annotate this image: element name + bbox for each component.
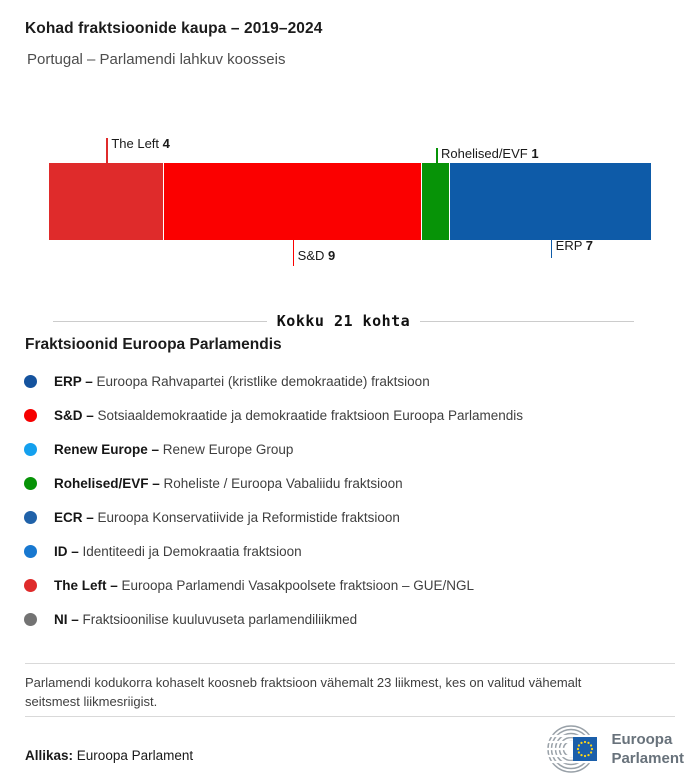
callout-label bbox=[441, 146, 539, 161]
legend-row bbox=[24, 398, 674, 432]
total-row bbox=[53, 310, 634, 332]
legend-abbr: ERP – bbox=[54, 373, 93, 389]
legend-list bbox=[24, 364, 674, 636]
seat-chart bbox=[0, 135, 700, 280]
callout-tick bbox=[293, 240, 295, 266]
legend-desc: Sotsiaaldemokraatide ja demokraatide fraktsioon Euroopa Parlamendis bbox=[97, 407, 524, 423]
callout-category: Rohelised/EVF bbox=[441, 146, 532, 161]
ep-hemicycle-icon bbox=[543, 724, 605, 774]
footnote-divider-top bbox=[25, 663, 675, 664]
callout-label bbox=[298, 248, 336, 263]
bar-segment-s-d bbox=[164, 163, 422, 240]
callout-value: 1 bbox=[531, 146, 539, 161]
legend-text bbox=[54, 544, 302, 559]
legend-heading: Fraktsioonid Euroopa Parlamendis bbox=[25, 336, 282, 353]
ep-logo bbox=[543, 724, 684, 774]
bar-segment-rohelised-evf bbox=[422, 163, 451, 240]
legend-desc: Euroopa Parlamendi Vasakpoolsete fraktsioon – GUE/NGL bbox=[121, 577, 474, 593]
legend-dot-icon bbox=[24, 613, 37, 626]
legend-row bbox=[24, 432, 674, 466]
footnote-text: Parlamendi kodukorra kohaselt koosneb fraktsioon vähemalt 23 liikmest, kes on valitud vähemalt seitsmest liikmesriigist. bbox=[25, 675, 582, 709]
legend-row bbox=[24, 466, 674, 500]
callout-tick bbox=[551, 240, 553, 258]
callout-category: S&D bbox=[297, 248, 328, 263]
legend-dot-icon bbox=[24, 511, 37, 524]
legend-text bbox=[54, 408, 523, 423]
callout-category: The Left bbox=[111, 136, 163, 151]
legend-text bbox=[54, 578, 474, 593]
legend-desc: Identiteedi ja Demokraatia fraktsioon bbox=[82, 543, 302, 559]
legend-desc: Euroopa Rahvapartei (kristlike demokraatide) fraktsioon bbox=[96, 373, 430, 389]
legend-abbr: Renew Europe – bbox=[54, 441, 160, 457]
callout-tick bbox=[436, 148, 438, 163]
callout-category: ERP bbox=[555, 238, 586, 253]
ep-logo-line1: Euroopa bbox=[611, 731, 673, 748]
page-subtitle: Portugal – Parlamendi lahkuv koosseis bbox=[27, 51, 286, 68]
ep-logo-text bbox=[611, 730, 684, 768]
legend-dot-icon bbox=[24, 375, 37, 388]
legend-dot-icon bbox=[24, 477, 37, 490]
callout-label bbox=[111, 136, 170, 151]
legend-abbr: The Left – bbox=[54, 577, 118, 593]
legend-desc: Renew Europe Group bbox=[162, 441, 294, 457]
legend-text bbox=[54, 442, 293, 457]
total-line-right bbox=[420, 321, 634, 322]
legend-dot-icon bbox=[24, 409, 37, 422]
source-label: Allikas: bbox=[25, 748, 74, 763]
callout-label bbox=[556, 238, 593, 253]
bar-segment-the-left bbox=[49, 163, 164, 240]
legend-desc: Roheliste / Euroopa Vabaliidu fraktsioon bbox=[163, 475, 403, 491]
ep-logo-line2: Parlament bbox=[611, 750, 684, 767]
legend-row bbox=[24, 500, 674, 534]
page-title: Kohad fraktsioonide kaupa – 2019–2024 bbox=[25, 20, 323, 37]
legend-row bbox=[24, 602, 674, 636]
legend-dot-icon bbox=[24, 545, 37, 558]
legend-desc: Euroopa Konservatiivide ja Reformistide fraktsioon bbox=[97, 509, 400, 525]
legend-dot-icon bbox=[24, 443, 37, 456]
legend-abbr: ID – bbox=[54, 543, 79, 559]
callout-value: 4 bbox=[162, 136, 170, 151]
legend-dot-icon bbox=[24, 579, 37, 592]
eu-flag-icon bbox=[573, 737, 597, 761]
legend-text bbox=[54, 510, 400, 525]
legend-abbr: NI – bbox=[54, 611, 79, 627]
legend-abbr: S&D – bbox=[54, 407, 94, 423]
legend-text bbox=[54, 476, 403, 491]
legend-desc: Fraktsioonilise kuuluvuseta parlamendiliikmed bbox=[82, 611, 358, 627]
callout-value: 9 bbox=[328, 248, 336, 263]
legend-row bbox=[24, 364, 674, 398]
callout-value: 7 bbox=[585, 238, 593, 253]
legend-row bbox=[24, 534, 674, 568]
total-label: Kokku 21 kohta bbox=[276, 312, 411, 330]
callout-tick bbox=[106, 138, 108, 163]
legend-abbr: ECR – bbox=[54, 509, 94, 525]
legend-text bbox=[54, 612, 357, 627]
legend-text bbox=[54, 374, 430, 389]
bar-segment-erp bbox=[450, 163, 651, 240]
legend-abbr: Rohelised/EVF – bbox=[54, 475, 160, 491]
legend-row bbox=[24, 568, 674, 602]
total-line-left bbox=[53, 321, 267, 322]
seat-bar bbox=[49, 163, 651, 240]
footnote-divider-bottom bbox=[25, 716, 675, 717]
source-line bbox=[25, 748, 193, 763]
source-value: Euroopa Parlament bbox=[76, 748, 194, 763]
